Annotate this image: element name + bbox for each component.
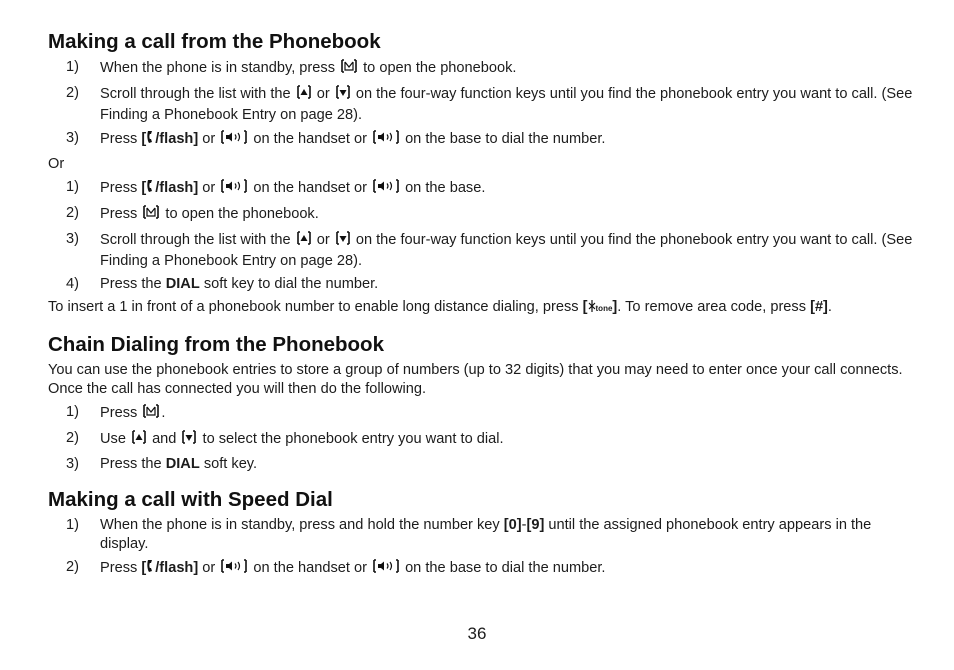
talk-key-icon [146, 558, 155, 580]
dial-softkey-label: DIAL [165, 456, 200, 472]
down-arrow-key-icon [334, 84, 352, 106]
list-item: 1) Press [ /flash] or on the handset or on the base. [48, 178, 918, 200]
list-item: 4) Press the DIAL soft key to dial the number. [66, 276, 379, 292]
speaker-key-icon [219, 558, 249, 580]
up-arrow-key-icon [295, 84, 313, 106]
up-arrow-key-icon [295, 230, 313, 252]
phonebook-key-icon [141, 403, 161, 425]
speaker-key-icon [371, 129, 401, 151]
list-item: 1) Press . [48, 403, 918, 425]
talk-key-icon [146, 129, 155, 151]
list-item: 2) Use and to select the phonebook entry you want to dial. [48, 429, 918, 451]
manual-page [48, 30, 918, 580]
long-distance-note: To insert a 1 in front of a phonebook number to enable long distance dialing, press [ tone]. To remove area code, press [#]. [48, 298, 918, 319]
list-item: 2) Press [ /flash] or on the handset or on the base to dial the number. [48, 558, 918, 580]
talk-key-icon [146, 178, 155, 200]
list-item: 1) When the phone is in standby, press to open the phonebook. [48, 58, 918, 80]
list-item: 2) Press to open the phonebook. [48, 204, 918, 226]
speaker-key-icon [219, 129, 249, 151]
speaker-key-icon [371, 558, 401, 580]
speaker-key-icon [219, 178, 249, 200]
star-tone-key-icon [588, 299, 596, 319]
chain-dialing-intro: You can use the phonebook entries to store a group of numbers (up to 32 digits) that you may need to enter once your call connects. Once the call has connected you will then do the following. [48, 362, 903, 397]
list-item: 3) Press [ /flash] or on the handset or on the base to dial the number. [48, 129, 918, 151]
list-item: 2) Scroll through the list with the or on the four-way function keys until you find the phonebook entry you want to call. (See Finding a Phonebook Entry on page 28). [66, 85, 913, 123]
speaker-key-icon [371, 178, 401, 200]
page-number: 36 [467, 624, 487, 643]
up-arrow-key-icon [130, 429, 148, 451]
dial-softkey-label: DIAL [165, 276, 200, 292]
list-item: 1) When the phone is in standby, press and hold the number key [0]-[9] until the assigned phonebook entry appears in the display. [66, 517, 872, 552]
down-arrow-key-icon [180, 429, 198, 451]
or-separator: Or [48, 156, 65, 172]
phonebook-key-icon [339, 58, 359, 80]
list-item: 3) Press the DIAL soft key. [66, 456, 258, 472]
down-arrow-key-icon [334, 230, 352, 252]
section-title-speed-dial: Making a call with Speed Dial [48, 488, 333, 511]
phonebook-key-icon [141, 204, 161, 226]
section-title-chain-dialing: Chain Dialing from the Phonebook [48, 333, 384, 356]
list-item: 3) Scroll through the list with the or on the four-way function keys until you find the phonebook entry you want to call. (See Finding a Phonebook Entry on page 28). [66, 231, 913, 269]
section-title-phonebook-call: Making a call from the Phonebook [48, 30, 381, 53]
